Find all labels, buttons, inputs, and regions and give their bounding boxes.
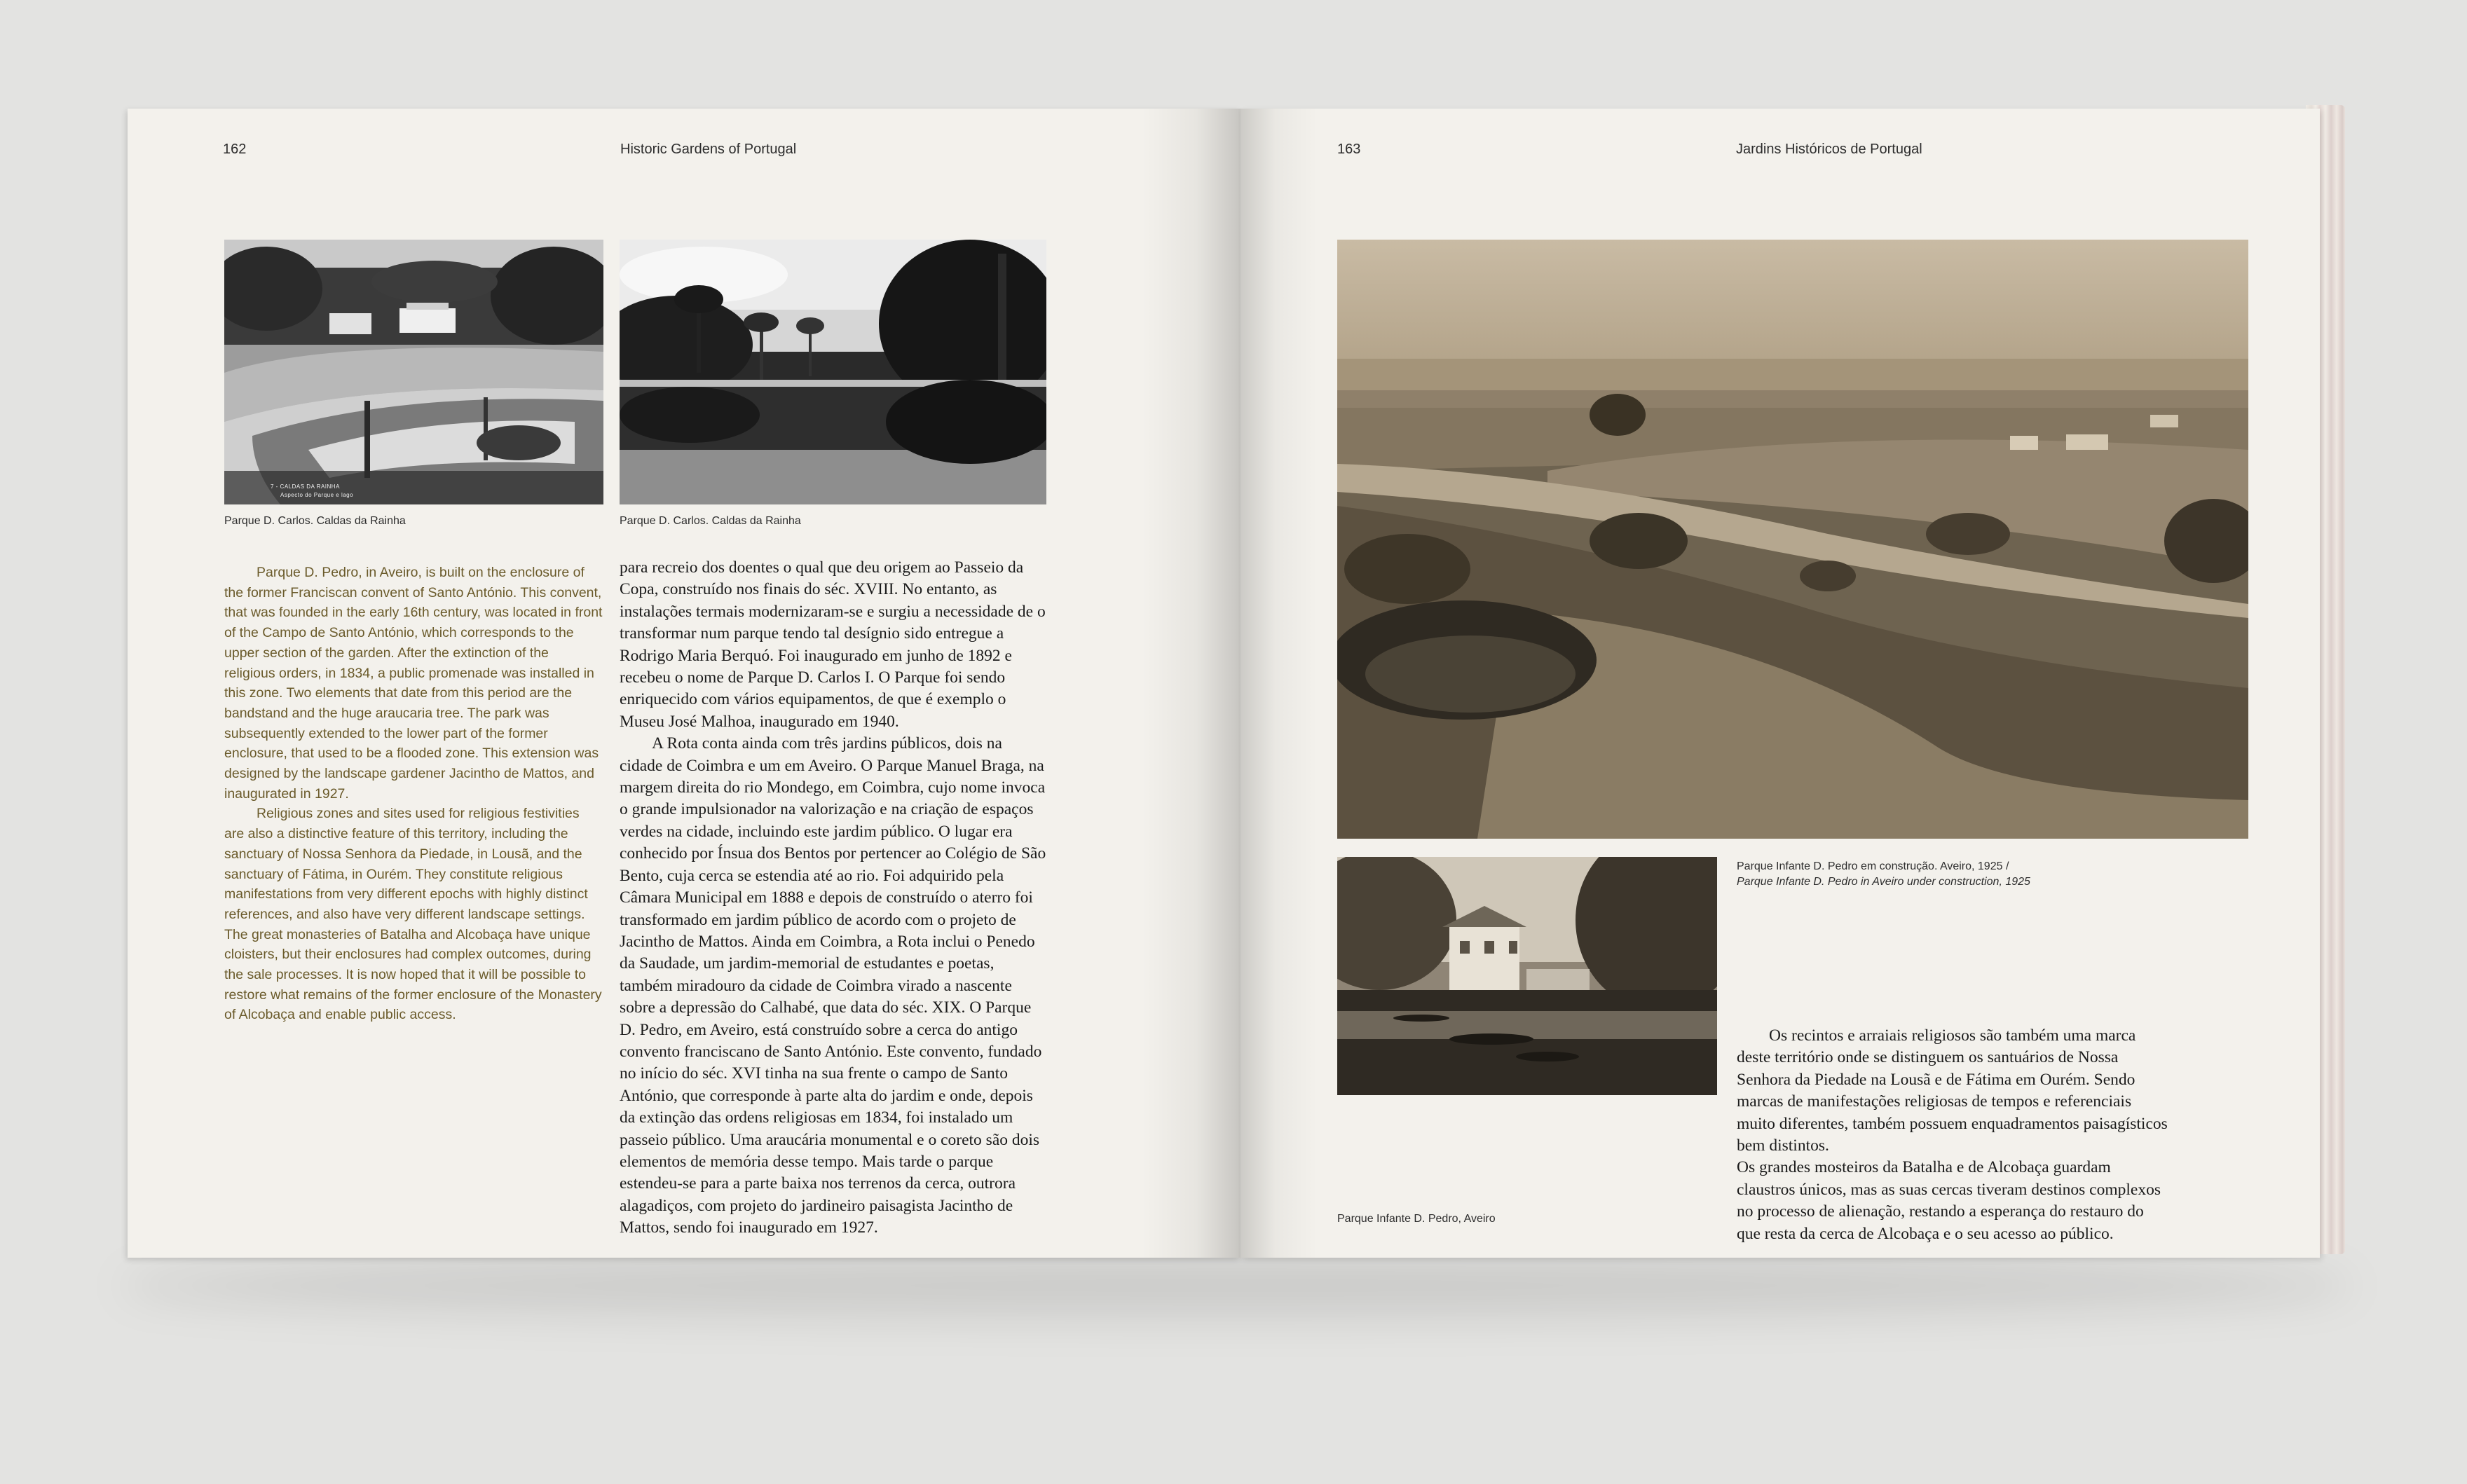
portuguese-paragraph-2: A Rota conta ainda com três jardins públicos, dois na cidade de Coimbra e um em Aveiro. O Parque Manuel Braga, na margem direita do rio Mondego, em Coimbra, cujo nome invoca o grande impulsionador na valorização e na criação de espaços verdes na cidade, incluindo este jardim público. O lugar era conhecido por Ínsua dos Bentos por pertencer ao Colégio de São Bento, cuja cerca se estendia até ao rio. Foi adquirido pela Câmara Municipal em 1888 e depois de construído o aterro foi transformado em jardim público de acordo com o projeto de Jacintho de Mattos. Ainda em Coimbra, a Rota inclui o Penedo da Saudade, um jardim-memorial de estudantes e poetas, também miradouro da cidade de Coimbra virado a nascente sobre a depressão do Calhabé, que data do séc. XIX. O Parque D. Pedro, em Aveiro, está construído sobre a cerca do antigo convento franciscano de Santo António. Este convento, fundado no início do séc. XVI tinha na sua frente o campo de Santo António, que corresponde à parte alta do jardim e onde, depois da extinção das ordens religiosas em 1834, foi instalado um passeio público. Uma araucária monumental e o coreto são dois elementos de memória desse tempo. Mais tarde o parque estendeu-se para a parte baixa nos terrenos da cerca, outrora alagadiços, com projeto do jardineiro paisagista Jacintho de Mattos, sendo foi inaugurado em 1927.	[620, 734, 1046, 1237]
page-number-right: 163	[1337, 142, 1361, 157]
left-page	[128, 109, 1241, 1258]
photo-caption-large-pt: Parque Infante D. Pedro em construção. Aveiro, 1925 /	[1737, 860, 2009, 872]
english-paragraph-1: Parque D. Pedro, in Aveiro, is built on the enclosure of the former Franciscan convent of Santo António. This convent, that was founded in the early 16th century, was located in front of the Campo de Santo António, which corresponds to the upper section of the garden. After the extinction of the religious orders, in 1834, a public promenade was installed in this zone. Two elements that date from this period are the bandstand and the huge araucaria tree. The park was subsequently extended to the lower part of the former enclosure, that used to be a flooded zone. This extension was designed by the landscape gardener Jacintho de Mattos, and inaugurated in 1927.	[224, 565, 603, 802]
page-number-left: 162	[223, 142, 247, 157]
right-page	[1241, 109, 2320, 1258]
photo-caption-2: Parque D. Carlos. Caldas da Rainha	[620, 515, 801, 527]
photo-caption-small: Parque Infante D. Pedro, Aveiro	[1337, 1213, 1496, 1225]
photo-parque-d-carlos-2	[620, 240, 1046, 504]
gutter-shadow-right	[1241, 109, 1318, 1258]
photo-parque-d-carlos-1	[224, 240, 603, 504]
photo-inscription-2: Aspecto do Parque e lago	[280, 492, 354, 498]
portuguese-text-column-right	[1737, 1025, 2168, 1245]
photo-caption-large	[1737, 859, 2087, 890]
photo-caption-1: Parque D. Carlos. Caldas da Rainha	[224, 515, 406, 527]
portuguese-paragraph-1: para recreio dos doentes o qual que deu origem ao Passeio da Copa, construído nos finais do séc. XVIII. No entanto, as instalações termais modernizaram-se e surgiu a necessidade de o transformar num parque tendo tal desígnio sido entregue a Rodrigo Maria Berquó. Foi inaugurado em junho de 1892 e recebeu o nome de Parque D. Carlos I. O Parque foi sendo enriquecido com vários equipamentos, de que é exemplo o Museu José Malhoa, inaugurado em 1940.	[620, 558, 1046, 731]
photo-parque-infante-lake	[1337, 857, 1717, 1095]
english-paragraph-2: Religious zones and sites used for religious festivities are also a distinctive feature of this territory, including the sanctuary of Nossa Senhora da Piedade, in Lousã, and the sanctuary of Fátima, in Ourém. They constitute religious manifestations from very different epochs with highly distinct references, and also have very different landscape settings. The great monasteries of Batalha and Alcobaça have unique cloisters, but their enclosures had complex outcomes, during the sale processes. It is now hoped that it will be possible to restore what remains of the former enclosure of the Monastery of Alcobaça and enable public access.	[224, 806, 602, 1023]
english-text-column	[224, 563, 603, 1025]
portuguese-paragraph-3: Os recintos e arraiais religiosos são também uma marca deste território onde se distinguem os santuários de Nossa Senhora da Piedade na Lousã e de Fátima em Ourém. Sendo marcas de manifestações religiosas de tempos e referenciais muito diferentes, também possuem enquadramentos paisagísticos bem distintos.	[1737, 1026, 2168, 1155]
running-head-right: Jardins Históricos de Portugal	[1736, 142, 1922, 157]
photo-caption-large-en: Parque Infante D. Pedro in Aveiro under construction, 1925	[1737, 876, 2030, 888]
book-shadow	[119, 1254, 2355, 1317]
running-head-left: Historic Gardens of Portugal	[620, 142, 797, 157]
photo-inscription-1: 7 - CALDAS DA RAINHA	[271, 483, 340, 490]
gutter-shadow-left	[1142, 109, 1241, 1258]
portuguese-paragraph-4: Os grandes mosteiros da Batalha e de Alcobaça guardam claustros únicos, mas as suas cercas tiveram destinos complexos no processo de alienação, restando a esperança do restauro do que resta da cerca de Alcobaça e o seu acesso ao público.	[1737, 1158, 2161, 1243]
photo-parque-infante-construction	[1337, 240, 2248, 839]
portuguese-text-column-left	[620, 557, 1047, 1239]
